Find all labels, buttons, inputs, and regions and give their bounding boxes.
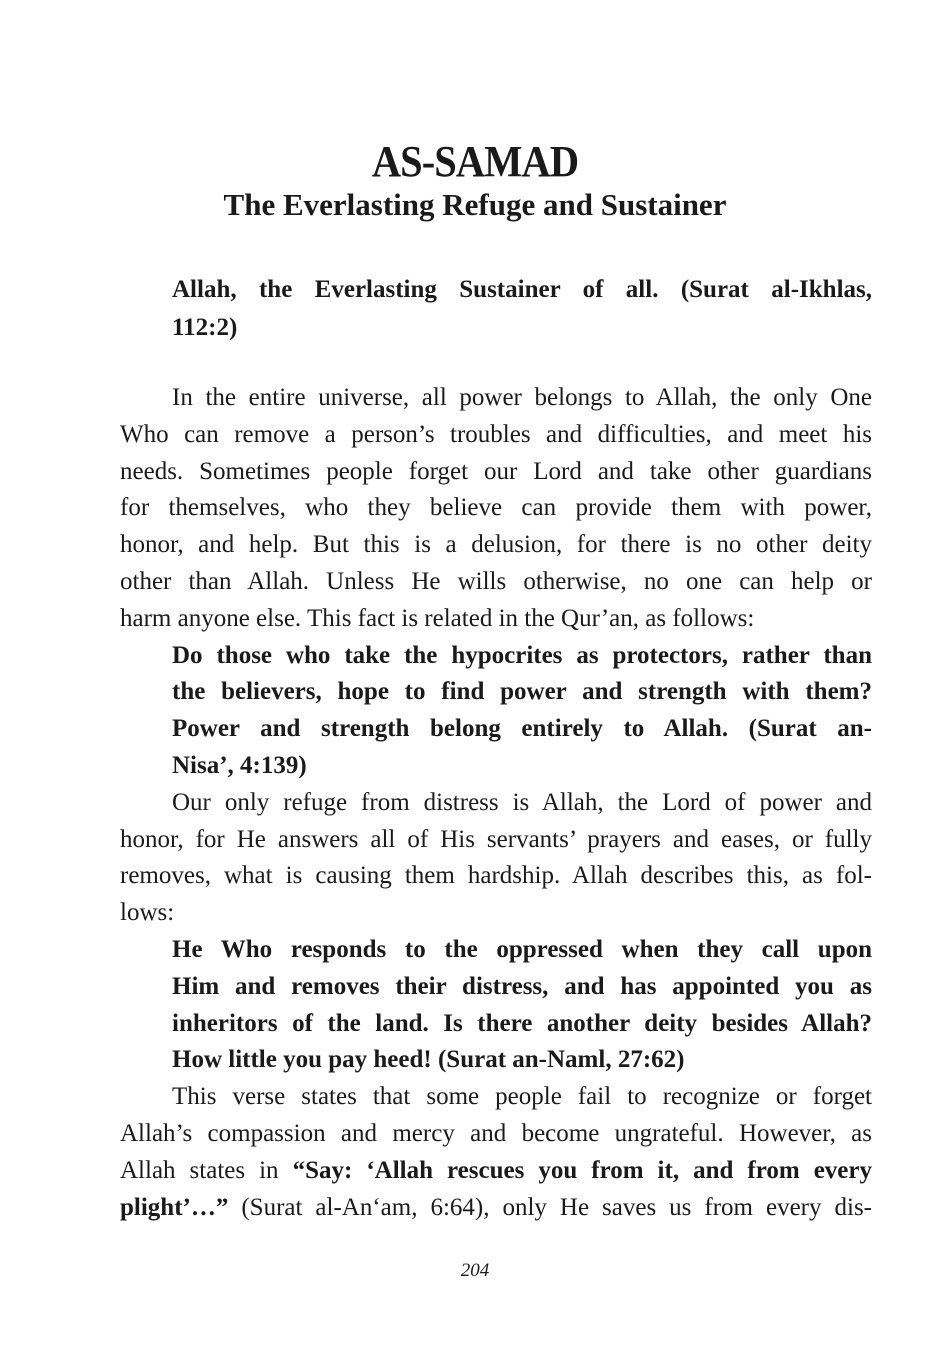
epigraph-line: Allah, the Everlasting Sustainer of all. (Surat al-Ikhlas, (172, 276, 872, 303)
quote-block (172, 638, 872, 785)
paragraph-line: for themselves, who they believe can provide them with power, (120, 494, 872, 522)
page-number: 204 (460, 1260, 490, 1281)
quote-line: Him and removes their distress, and has appointed you as (172, 972, 872, 1000)
paragraph-line: removes, what is causing them hardship. Allah describes this, as fol- (120, 862, 872, 890)
quote-line: Do those who take the hypocrites as protectors, rather than (172, 641, 872, 669)
paragraph-line: other than Allah. Unless He wills otherwise, no one can help or (120, 567, 872, 595)
paragraph-line: Who can remove a person’s troubles and difficulties, and meet his (120, 420, 872, 448)
paragraph-line: Our only refuge from distress is Allah, the Lord of power and (172, 788, 872, 816)
inline-quote: plight’…” (120, 1193, 229, 1221)
paragraph-line: honor, and help. But this is a delusion, for there is no other deity (120, 531, 872, 559)
quote-line: How little you pay heed! (Surat an-Naml, 27:62) (172, 1046, 685, 1074)
quote-line: inheritors of the land. Is there another deity besides Allah? (172, 1009, 872, 1037)
inline-text: Allah states in (120, 1156, 293, 1184)
chapter-title: AS-SAMAD (371, 137, 579, 186)
paragraph-line: lows: (120, 899, 175, 927)
main-text (120, 380, 872, 1226)
inline-quote: “Say: ‘Allah rescues you from it, and from every (292, 1156, 873, 1184)
paragraph-line: In the entire universe, all power belongs to Allah, the only One (172, 384, 872, 411)
quote-line: Power and strength belong entirely to Allah. (Surat an- (172, 715, 872, 743)
paragraph-line (120, 1153, 872, 1190)
paragraph-line (120, 1190, 872, 1227)
paragraph-line: This verse states that some people fail to recognize or forget (172, 1083, 872, 1111)
paragraph-line: Allah’s compassion and mercy and become ungrateful. However, as (120, 1119, 872, 1147)
quote-line: Nisa’, 4:139) (172, 751, 307, 779)
epigraph-verse (172, 271, 872, 347)
inline-text: (Surat al-An‘am, 6:64), only He saves us from every dis- (228, 1193, 872, 1221)
epigraph-line: 112:2) (172, 314, 238, 341)
paragraph-line: honor, for He answers all of His servants’ prayers and eases, or fully (120, 825, 872, 853)
chapter-subtitle: The Everlasting Refuge and Sustainer (223, 187, 727, 222)
paragraph-line: harm anyone else. This fact is related in the Qur’an, as follows: (120, 604, 755, 632)
quote-block (172, 932, 872, 1079)
quote-line: the believers, hope to find power and strength with them? (172, 678, 872, 706)
paragraph-line: needs. Sometimes people forget our Lord and take other guardians (120, 457, 872, 485)
quote-line: He Who responds to the oppressed when they call upon (172, 935, 872, 963)
